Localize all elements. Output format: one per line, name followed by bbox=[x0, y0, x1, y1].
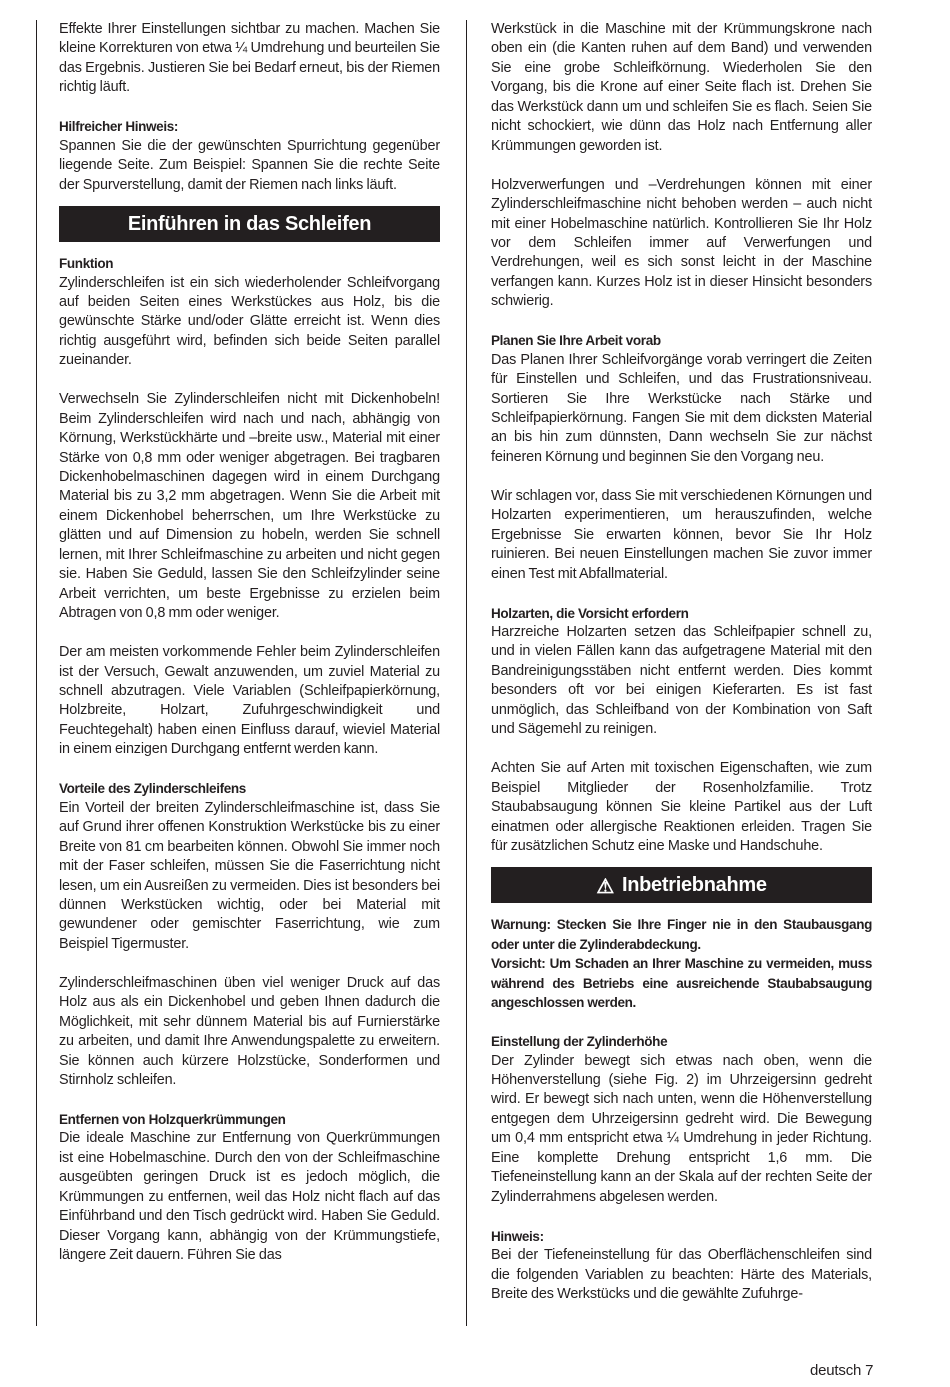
left-column bbox=[59, 20, 440, 1266]
paragraph-planen: Das Planen Ihrer Schleifvorgänge vorab verringert die Zeiten für Einstellen und Schleifen, und das Frustrationsniveau. Sortieren Sie Ihre Werkstücke nach Stärke und Schleifpapierkörnung. Fangen Sie mit dem dicksten Material an bis hin zum dünnsten, Dann wechseln Sie zur nächst feineren Körnung und beginnen Sie den Vorgang neu. bbox=[491, 351, 872, 465]
section-band-inbetriebnahme bbox=[491, 867, 872, 903]
heading-einstellung: Einstellung der Zylinderhöhe bbox=[491, 1034, 668, 1050]
heading-entfernen: Entfernen von Holzquerkrümmungen bbox=[59, 1111, 286, 1127]
paragraph-vorteile: Ein Vorteil der breiten Zylinderschleifmaschine ist, dass Sie auf Grund ihrer offenen Konstruktion Werkstücke bis zu einer Breite von 81 cm bearbeiten können. Obwohl Sie immer noch mit der Faser schleifen, müssen Sie die Faserrichtung nicht lesen, um ein Ausreißen zu vermeiden. Dies ist besonders bei dünnen Werkstücken wichtig, oder bei Material mit gewundener oder gemischter Faserrichtung, wie zum Beispiel Tigermuster. bbox=[59, 799, 440, 952]
paragraph-holzarten: Harzreiche Holzarten setzen das Schleifpapier schnell zu, und in vielen Fällen kann das aufgetragene Material mit den Bandreinigungsstäben nicht entfernt werden. Dies kommt besonders oft vor bei einigen Kieferarten. Es ist fast unmöglich, das Schleifband von der Kombination von Saft und Sägemehl zu reinigen. bbox=[491, 623, 872, 738]
paragraph-adjust-effects: Effekte Ihrer Einstellungen sichtbar zu machen. Machen Sie kleine Korrekturen von etwa ¼ Umdrehung und beurteilen Sie das Ergebnis. Justieren Sie bei Bedarf erneut, bis der Riemen richtig läuft. bbox=[59, 21, 440, 96]
center-column-rule bbox=[466, 20, 467, 1326]
paragraph-funktion: Zylinderschleifen ist ein sich wiederholender Schleifvorgang auf beiden Seiten eines Werkstückes aus Holz, bis die gewünschte Stärke und/oder Glätte erreicht ist. Wenn dies richtig ausgeführt wird, befinden sich beide Seiten parallel zueinander. bbox=[59, 274, 440, 369]
paragraph-entfernen: Die ideale Maschine zur Entfernung von Querkrümmungen ist eine Hobelmaschine. Durch den von der Schleifmaschine ausgeübten geringen Druck ist es jedoch möglich, die Krümmungen zu entfernen, weil das Holz nicht flach auf das Einführband und den Tisch gedrückt wird. Haben Sie Geduld. Dieser Vorgang kann, abhängig von der Krümmungstiefe, längere Zeit dauern. Führen Sie das bbox=[59, 1130, 440, 1264]
paragraph-werkstueck: Werkstück in die Maschine mit der Krümmungskrone nach oben ein (die Kanten ruhen auf dem Band) und verwenden Sie eine grobe Schleifkörnung. Wiederholen Sie den Vorgang, bis die Krone auf einer Seite flach ist. Drehen Sie das Werkstück dann um und schleifen Sie es flach. Seien Sie nicht schockiert, wie dünn das Holz nach Entfernung aller Krümmungen geworden ist. bbox=[491, 21, 872, 154]
section-band-introduction bbox=[59, 206, 440, 242]
paragraph-hinweis: Bei der Tiefeneinstellung für das Oberflächenschleifen sind die folgenden Variablen zu beachten: Härte des Materials, Breite des Werkstücks und die gewählte Zufuhrge- bbox=[491, 1247, 872, 1302]
warning-triangle-icon: ⚠ bbox=[596, 876, 614, 899]
paragraph-verwechseln: Verwechseln Sie Zylinderschleifen nicht mit Dickenhobeln! Beim Zylinderschleifen wird nach und nach, abhängig von Körnung, Werkstückhärte und –breite usw., Material mit einer Stärke von 0,8 mm oder weniger abgetragen. Bei tragbaren Dickenhobelmaschinen dagegen wird in einem Durchgang Material bis zu 3,2 mm abgetragen. Wenn Sie die Arbeit mit einem Dickenhobel beherrschen, um Ihre Werkstücke zu glätten und auf Dimension zu hobeln, werden Sie schnell lernen, mit Ihrer Schleifmaschine zu arbeiten und nicht gegen sie. Haben Sie Geduld, lassen Sie den Schleifzylinder seine Arbeit verrichten, um beste Ergebnisse zu erzielen beim Abtragen von 0,8 mm oder weniger. bbox=[59, 391, 440, 622]
page-footer: deutsch 7 bbox=[810, 1362, 874, 1379]
section-title-inbetriebnahme: Inbetriebnahme bbox=[621, 874, 767, 897]
heading-planen: Planen Sie Ihre Arbeit vorab bbox=[491, 333, 661, 349]
section-title-introduction: Einführen in das Schleifen bbox=[127, 213, 372, 236]
left-column-rule bbox=[36, 20, 37, 1326]
heading-funktion: Funktion bbox=[59, 256, 114, 272]
heading-vorteile: Vorteile des Zylinderschleifens bbox=[59, 781, 246, 797]
heading-hinweis: Hinweis: bbox=[491, 1228, 544, 1244]
paragraph-helpful-hint: Spannen Sie die der gewünschten Spurrichtung gegenüber liegende Seite. Zum Beispiel: Spannen Sie die rechte Seite der Spurverstellung, damit der Riemen nach links läuft. bbox=[59, 137, 440, 193]
paragraph-druck: Zylinderschleifmaschinen üben viel weniger Druck auf das Holz aus als ein Dickenhobel und geben Ihnen dadurch die Möglichkeit, mit sehr dünnem Material bis auf Furnierstärke zu arbeiten, und damit Ihre Anwendungspalette zu erweitern. Sie können auch kürzere Holzstücke, Sonderformen und Stirnholz schleifen. bbox=[59, 974, 440, 1089]
paragraph-toxisch: Achten Sie auf Arten mit toxischen Eigenschaften, wie zum Beispiel Mitglieder der Rosenholzfamilie. Trotz Staubabsaugung können Sie kleine Partikel aus der Luft einatmen oder allergische Reaktionen erleiden. Tragen Sie für zusätzlichen Schutz eine Maske und Handschuhe. bbox=[491, 760, 872, 854]
right-column bbox=[491, 20, 872, 1304]
heading-holzarten: Holzarten, die Vorsicht erfordern bbox=[491, 605, 689, 621]
paragraph-verwerfungen: Holzverwerfungen und –Verdrehungen können mit einer Zylinderschleifmaschine nicht behoben werden – auch nicht mit einer Hobelmaschine natürlich. Kontrollieren Sie Ihr Holz vor dem Schleifen immer auf Verwerfungen und Verdrehungen, weil es sich sonst leicht in der Maschine verfangen kann. Kurzes Holz ist in dieser Hinsicht besonders schwierig. bbox=[491, 176, 872, 310]
heading-helpful-hint: Hilfreicher Hinweis: bbox=[59, 119, 179, 135]
paragraph-schlagen: Wir schlagen vor, dass Sie mit verschiedenen Körnungen und Holzarten experimentieren, um herauszufinden, welche Ergebnisse Sie erwarten können, bevor Sie Ihr Holz ruinieren. Bei neuen Einstellungen machen Sie zuvor immer einen Test mit Abfallmaterial. bbox=[491, 487, 872, 582]
caution-text: Vorsicht: Um Schaden an Ihrer Maschine zu vermeiden, muss während des Betriebs eine ausreichende Staubabsaugung angeschlossen werden. bbox=[491, 956, 872, 1011]
paragraph-einstellung: Der Zylinder bewegt sich etwas nach oben, wenn die Höhenverstellung (siehe Fig. 2) im Uhrzeigersinn gedreht wird. Er bewegt sich nach unten, wenn die Höhenverstellung entgegen dem Uhrzeigersinn gedreht wird. Die Bewegung um 0,4 mm entspricht etwa ¼ Umdrehung in jeder Richtung. Eine komplette Drehung entspricht 1,6 mm. Die Tiefeneinstellung kann an der Skala auf der rechten Seite der Zylinderrahmens abgelesen werden. bbox=[491, 1052, 872, 1205]
warning-text: Warnung: Stecken Sie Ihre Finger nie in den Staubausgang oder unter die Zylinderabdeckung. bbox=[491, 917, 872, 952]
paragraph-fehler: Der am meisten vorkommende Fehler beim Zylinderschleifen ist der Versuch, Gewalt anzuwenden, um zuviel Material zu schnell abzutragen. Viele Variablen (Schleifpapierkörnung, Holzbreite, Holzart, Zufuhrgeschwindigkeit und Feuchtegehalt) haben einen Einfluss darauf, wieviel Material in einem einzigen Durchgang entfernt werden kann. bbox=[59, 644, 440, 758]
